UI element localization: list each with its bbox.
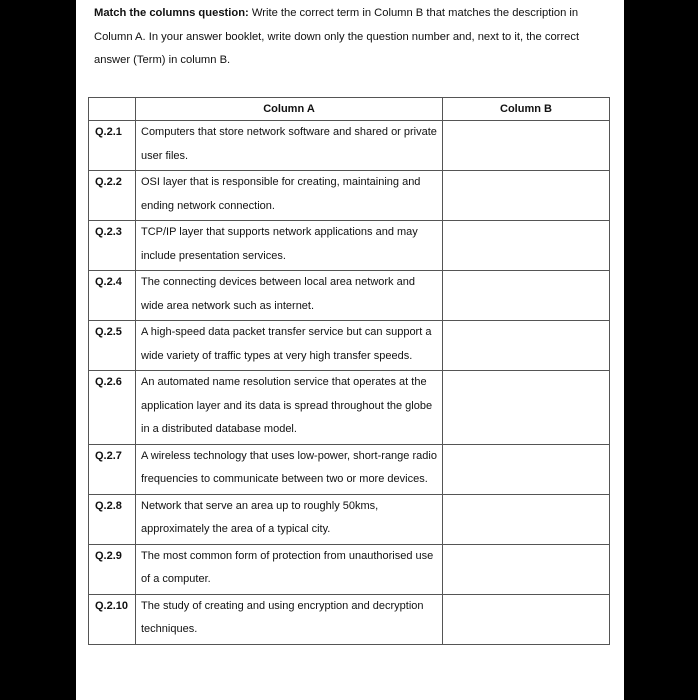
- header-column-a: Column A: [136, 98, 443, 121]
- description-cell: [136, 121, 443, 171]
- description-text: TCP/IP layer that supports network applications and may include presentation services.: [141, 226, 418, 262]
- table-row: [89, 444, 610, 494]
- header-blank: [89, 98, 136, 121]
- question-number: Q.2.1: [89, 121, 136, 171]
- description-cell: [136, 221, 443, 271]
- matching-table: [88, 97, 610, 645]
- table-row: [89, 171, 610, 221]
- description-cell: [136, 371, 443, 445]
- description-cell: [136, 444, 443, 494]
- instructions-text: Write the correct term in Column B that matches the description in Column A. In your answer booklet, write down only the question number and, next to it, the correct answer (Term) in column B.: [94, 7, 580, 66]
- answer-cell[interactable]: [443, 594, 610, 644]
- question-number: Q.2.9: [89, 544, 136, 594]
- question-number: Q.2.6: [89, 371, 136, 445]
- table-row: [89, 371, 610, 445]
- answer-cell[interactable]: [443, 321, 610, 371]
- question-number: Q.2.4: [89, 271, 136, 321]
- question-number: Q.2.5: [89, 321, 136, 371]
- table-row: [89, 121, 610, 171]
- document-page: [76, 0, 624, 700]
- header-column-b: Column B: [443, 98, 610, 121]
- instructions-heading: Match the columns question:: [94, 7, 249, 19]
- answer-cell[interactable]: [443, 121, 610, 171]
- table-row: [89, 321, 610, 371]
- description-cell: [136, 271, 443, 321]
- answer-cell[interactable]: [443, 171, 610, 221]
- answer-cell[interactable]: [443, 494, 610, 544]
- description-cell: [136, 171, 443, 221]
- description-text: Computers that store network software and shared or private user files.: [141, 126, 437, 162]
- table-row: [89, 494, 610, 544]
- answer-cell[interactable]: [443, 271, 610, 321]
- description-text: OSI layer that is responsible for creating, maintaining and ending network connection.: [141, 176, 421, 212]
- description-text: The study of creating and using encryption and decryption techniques.: [141, 599, 424, 635]
- description-text: A high-speed data packet transfer service but can support a wide variety of traffic types at very high transfer speeds.: [141, 326, 432, 362]
- question-number: Q.2.3: [89, 221, 136, 271]
- question-number: Q.2.8: [89, 494, 136, 544]
- description-text: A wireless technology that uses low-power, short-range radio frequencies to communicate between two or more devices.: [141, 449, 437, 485]
- question-number: Q.2.10: [89, 594, 136, 644]
- table-row: [89, 221, 610, 271]
- table-row: [89, 594, 610, 644]
- description-cell: [136, 594, 443, 644]
- description-text: Network that serve an area up to roughly 50kms, approximately the area of a typical city.: [141, 499, 379, 535]
- table-row: [89, 544, 610, 594]
- question-number: Q.2.2: [89, 171, 136, 221]
- answer-cell[interactable]: [443, 444, 610, 494]
- description-text: The most common form of protection from unauthorised use of a computer.: [141, 549, 434, 585]
- description-cell: [136, 494, 443, 544]
- answer-cell[interactable]: [443, 221, 610, 271]
- question-number: Q.2.7: [89, 444, 136, 494]
- answer-cell[interactable]: [443, 544, 610, 594]
- table-header-row: [89, 98, 610, 121]
- description-cell: [136, 321, 443, 371]
- description-text: The connecting devices between local area network and wide area network such as internet.: [141, 276, 415, 312]
- instructions: [94, 2, 614, 73]
- description-cell: [136, 544, 443, 594]
- answer-cell[interactable]: [443, 371, 610, 445]
- description-text: An automated name resolution service that operates at the application layer and its data is spread throughout the globe in a distributed database model.: [141, 376, 433, 435]
- table-row: [89, 271, 610, 321]
